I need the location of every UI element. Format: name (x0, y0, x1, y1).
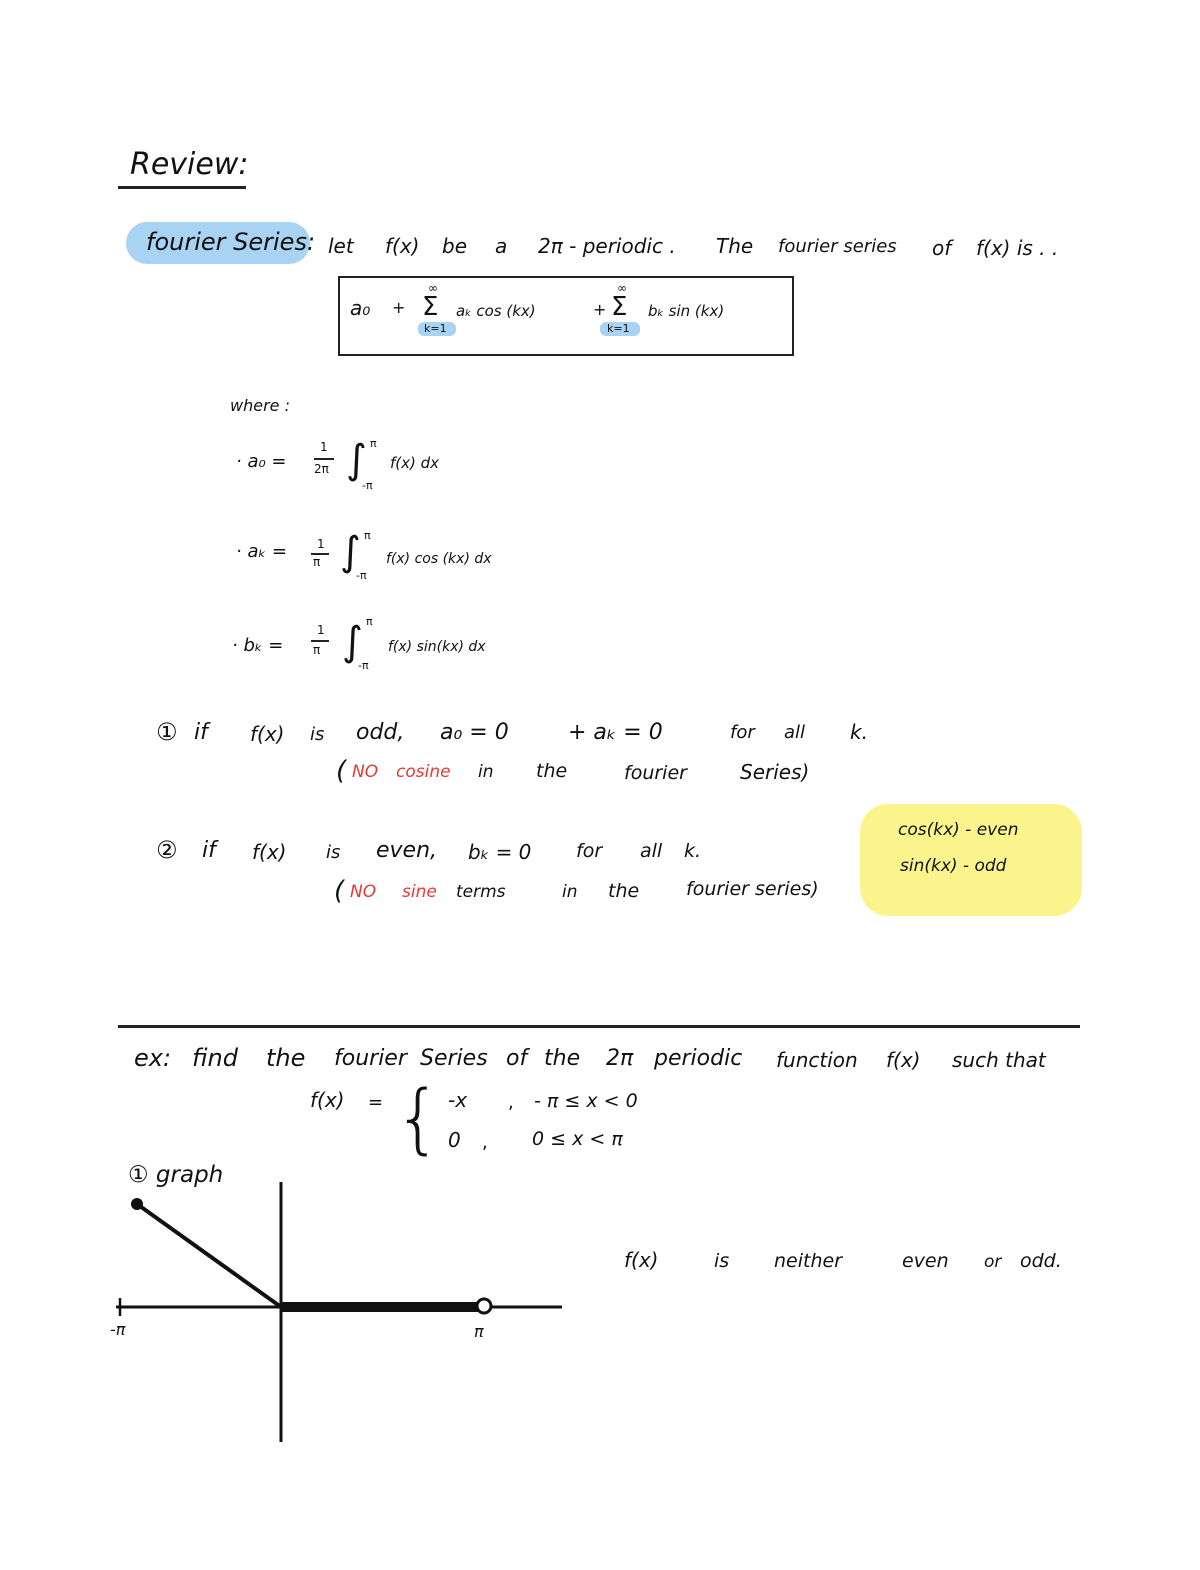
ak-body: f(x) cos (kx) dx (386, 551, 492, 567)
even-word-is: is (326, 842, 341, 863)
conclusion-or: or (984, 1252, 1002, 1272)
ak-integral: ∫ (340, 529, 361, 575)
ex-word-find: find (192, 1044, 238, 1072)
piecewise-lhs: f(x) (310, 1088, 345, 1112)
ex-word-the-2: the (544, 1046, 581, 1071)
piecewise-eq: = (368, 1092, 384, 1113)
a0-frac-num: 1 (320, 440, 328, 454)
bk-frac-den: π (313, 643, 321, 657)
bk-frac-num: 1 (317, 623, 325, 637)
ex-word-ex: ex: (134, 1044, 172, 1072)
circled-digit-one-icon: ① (156, 718, 178, 746)
def-word-let: let (328, 234, 354, 258)
odd-word-odd: odd, (356, 720, 405, 745)
ak-upper: π (364, 529, 371, 542)
odd-a0-eq: a₀ = 0 (440, 720, 509, 745)
odd-no-word: NO (352, 762, 379, 782)
odd-word-fx: f(x) (250, 722, 285, 746)
ak-frac-num: 1 (317, 537, 325, 551)
a0-frac-den: 2π (314, 462, 329, 476)
ex-word-such-that: such that (952, 1048, 1046, 1072)
formula-sum1-bottom: k=1 (424, 322, 447, 335)
open-endpoint (477, 1299, 491, 1313)
ex-word-2pi: 2π (606, 1046, 634, 1071)
axis-label-pi: π (474, 1322, 484, 1341)
where-label: where : (230, 396, 290, 415)
even-bk-eq: bₖ = 0 (468, 840, 532, 864)
ak-frac-den: π (313, 555, 321, 569)
formula-sum2-bottom: k=1 (607, 322, 630, 335)
odd-word-the: the (536, 760, 568, 782)
even-word-in: in (562, 882, 578, 902)
def-word-fx: f(x) (385, 234, 420, 258)
closed-endpoint (131, 1198, 143, 1210)
odd-word-is: is (310, 724, 325, 745)
def-word-the: The (716, 234, 754, 258)
even-paren-open: ( (334, 876, 345, 906)
ex-word-the: the (266, 1044, 306, 1072)
even-sine-word: sine (402, 882, 437, 902)
a0-lhs: · a₀ = (236, 451, 287, 472)
ex-word-fourier: fourier (334, 1046, 407, 1071)
piecewise-row2-val: 0 (448, 1128, 461, 1152)
odd-paren-open: ( (336, 756, 347, 786)
formula-plus-1: + (392, 298, 406, 317)
ex-word-of: of (506, 1046, 528, 1071)
conclusion-neither: neither (774, 1250, 843, 1272)
axis-label-neg-pi: -π (110, 1320, 126, 1339)
circled-digit-two-icon: ② (156, 836, 178, 864)
odd-cosine-word: cosine (396, 762, 451, 782)
even-word-if: if (202, 838, 216, 863)
odd-ak-eq: + aₖ = 0 (568, 720, 663, 745)
def-word-a: a (495, 234, 508, 258)
piecewise-row1-comma: , (508, 1092, 514, 1113)
review-title: Review: (130, 147, 249, 182)
def-word-fourier-series: fourier series (778, 236, 897, 257)
formula-sum1: Σ (422, 292, 439, 322)
graph-label: ① graph (128, 1162, 224, 1188)
segment-neg-x (137, 1204, 281, 1307)
ex-word-fx: f(x) (886, 1048, 921, 1072)
odd-word-k: k. (850, 720, 868, 744)
conclusion-fx: f(x) (624, 1248, 659, 1272)
even-word-fourier-series: fourier series) (686, 878, 819, 900)
even-word-fx: f(x) (252, 840, 287, 864)
sticky-sin-odd: sin(kx) - odd (900, 856, 1007, 876)
bk-body: f(x) sin(kx) dx (388, 639, 486, 655)
def-word-of: of (932, 236, 952, 260)
def-word-fx-is: f(x) is . . (976, 236, 1059, 260)
fourier-series-label: fourier Series: (146, 228, 316, 256)
ex-word-function: function (776, 1048, 858, 1072)
odd-word-if: if (194, 720, 208, 745)
bk-lower: -π (358, 659, 369, 672)
a0-upper: π (370, 437, 377, 450)
odd-word-all: all (784, 722, 806, 743)
odd-word-in: in (478, 762, 494, 782)
odd-word-for: for (730, 722, 755, 743)
formula-a0: a₀ (350, 296, 371, 320)
def-word-periodic: 2π - periodic . (538, 234, 676, 258)
sticky-cos-even: cos(kx) - even (898, 820, 1019, 840)
ex-word-series: Series (420, 1046, 488, 1071)
formula-term2: bₖ sin (kx) (648, 302, 725, 320)
a0-lower: -π (362, 479, 373, 492)
formula-sum2-top: ∞ (617, 281, 627, 295)
ak-lhs: · aₖ = (236, 541, 287, 562)
formula-sum1-top: ∞ (428, 281, 438, 295)
bk-integral: ∫ (342, 619, 363, 665)
odd-word-series: Series) (740, 760, 810, 784)
even-word-k: k. (684, 840, 702, 862)
formula-sum2: Σ (611, 292, 628, 322)
even-word-all: all (640, 840, 663, 862)
odd-word-fourier: fourier (624, 762, 687, 784)
bk-lhs: · bₖ = (232, 635, 284, 656)
even-word-even: even, (376, 838, 438, 863)
formula-plus-2: + (593, 300, 607, 319)
piecewise-row1-cond: - π ≤ x < 0 (534, 1090, 638, 1112)
conclusion-even: even (902, 1250, 949, 1272)
even-no-word: NO (350, 882, 377, 902)
bk-upper: π (366, 615, 373, 628)
even-word-the: the (608, 880, 640, 902)
piecewise-row1-val: -x (448, 1088, 468, 1112)
piecewise-row2-comma: , (482, 1132, 488, 1153)
a0-body: f(x) dx (390, 454, 440, 472)
conclusion-is: is (714, 1250, 730, 1272)
piecewise-brace: { (394, 1073, 443, 1162)
ex-word-periodic: periodic (654, 1046, 743, 1071)
even-word-terms: terms (456, 882, 506, 902)
formula-term1: aₖ cos (kx) (456, 302, 536, 320)
even-word-for: for (576, 840, 603, 862)
def-word-be: be (442, 234, 467, 258)
piecewise-row2-cond: 0 ≤ x < π (532, 1128, 623, 1150)
a0-integral: ∫ (346, 437, 367, 483)
ak-lower: -π (356, 569, 367, 582)
conclusion-odd: odd. (1020, 1250, 1062, 1272)
